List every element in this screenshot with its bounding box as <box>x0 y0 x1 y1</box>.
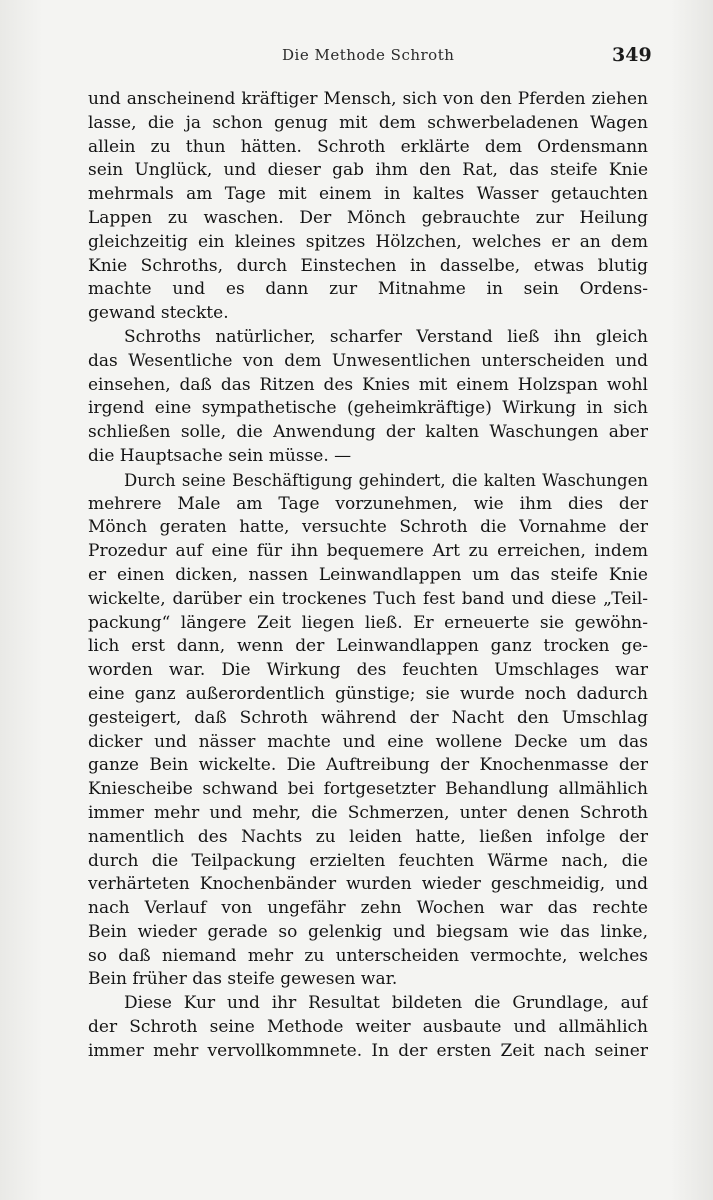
text-line: Kniescheibe schwand bei fortgesetzter Behandlung allmählich <box>88 779 648 800</box>
text-line: ganze Bein wickelte. Die Auftreibung der Knochenmasse der <box>88 755 648 776</box>
text-line: durch die Teilpackung erzielten feuchten Wärme nach, die <box>88 850 648 871</box>
text-line: Lappen zu waschen. Der Mönch gebrauchte zur Heilung <box>88 207 648 228</box>
text-line: Durch seine Beschäftigung gehindert, die kalten Waschungen <box>124 470 648 490</box>
text-line: Schroths natürlicher, scharfer Verstand ließ ihn gleich <box>124 326 648 347</box>
text-line: sein Unglück, und dieser gab ihm den Rat, das steife Knie <box>88 160 648 181</box>
text-line: irgend eine sympathetische (geheimkräftige) Wirkung in sich <box>88 398 648 419</box>
text-line: er einen dicken, nassen Leinwandlappen um das steife Knie <box>88 564 648 585</box>
text-line: Knie Schroths, durch Einstechen in dasselbe, etwas blutig <box>88 255 648 276</box>
text-line: worden war. Die Wirkung des feuchten Umschlages war <box>88 660 648 681</box>
text-line: packung“ längere Zeit liegen ließ. Er erneuerte sie gewöhn- <box>88 612 648 633</box>
text-line: schließen solle, die Anwendung der kalten Waschungen aber <box>88 422 648 443</box>
page-number: 349 <box>612 44 652 66</box>
text-line: so daß niemand mehr zu unterscheiden vermochte, welches <box>88 945 648 966</box>
text-line: und anscheinend kräftiger Mensch, sich von den Pferden ziehen <box>88 89 648 109</box>
text-line: Mönch geraten hatte, versuchte Schroth die Vornahme der <box>88 517 648 538</box>
text-line: verhärteten Knochenbänder wurden wieder geschmeidig, und <box>88 874 648 895</box>
text-line: mehrere Male am Tage vorzunehmen, wie ihm dies der <box>88 493 648 514</box>
running-title: Die Methode Schroth <box>282 46 455 64</box>
text-line: dicker und nässer machte und eine wollene Decke um das <box>88 731 648 752</box>
text-line: eine ganz außerordentlich günstige; sie wurde noch dadurch <box>88 683 648 704</box>
running-head <box>0 44 713 72</box>
body-text <box>88 88 648 1064</box>
text-line: mehrmals am Tage mit einem in kaltes Wasser getauchten <box>88 184 648 205</box>
text-line: gewand steckte. <box>88 303 229 324</box>
text-line: immer mehr vervollkommnete. In der ersten Zeit nach seiner <box>88 1040 648 1061</box>
text-line: Bein früher das steife gewesen war. <box>88 969 398 990</box>
text-line: lich erst dann, wenn der Leinwandlappen ganz trocken ge- <box>88 636 648 657</box>
text-line: wickelte, darüber ein trockenes Tuch fest band und diese „Teil- <box>88 588 648 609</box>
text-line: nach Verlauf von ungefähr zehn Wochen war das rechte <box>88 898 648 919</box>
text-line: gesteigert, daß Schroth während der Nacht den Umschlag <box>88 707 648 728</box>
text-line: der Schroth seine Methode weiter ausbaute und allmählich <box>88 1017 648 1038</box>
text-line: die Hauptsache sein müsse. — <box>88 445 352 466</box>
text-line: namentlich des Nachts zu leiden hatte, ließen infolge der <box>88 826 648 847</box>
text-line: das Wesentliche von dem Unwesentlichen unterscheiden und <box>88 350 648 371</box>
text-line: einsehen, daß das Ritzen des Knies mit einem Holzspan wohl <box>88 374 648 395</box>
text-line: Diese Kur und ihr Resultat bildeten die Grundlage, auf <box>124 993 648 1014</box>
text-line: lasse, die ja schon genug mit dem schwerbeladenen Wagen <box>88 112 648 133</box>
text-line: allein zu thun hätten. Schroth erklärte dem Ordensmann <box>88 136 648 157</box>
text-line: gleichzeitig ein kleines spitzes Hölzchen, welches er an dem <box>88 231 648 252</box>
text-line: immer mehr und mehr, die Schmerzen, unter denen Schroth <box>88 802 648 823</box>
text-line: machte und es dann zur Mitnahme in sein Ordens- <box>88 279 648 300</box>
text-line: Bein wieder gerade so gelenkig und biegsam wie das linke, <box>88 921 648 942</box>
text-line: Prozedur auf eine für ihn bequemere Art zu erreichen, indem <box>88 541 648 562</box>
